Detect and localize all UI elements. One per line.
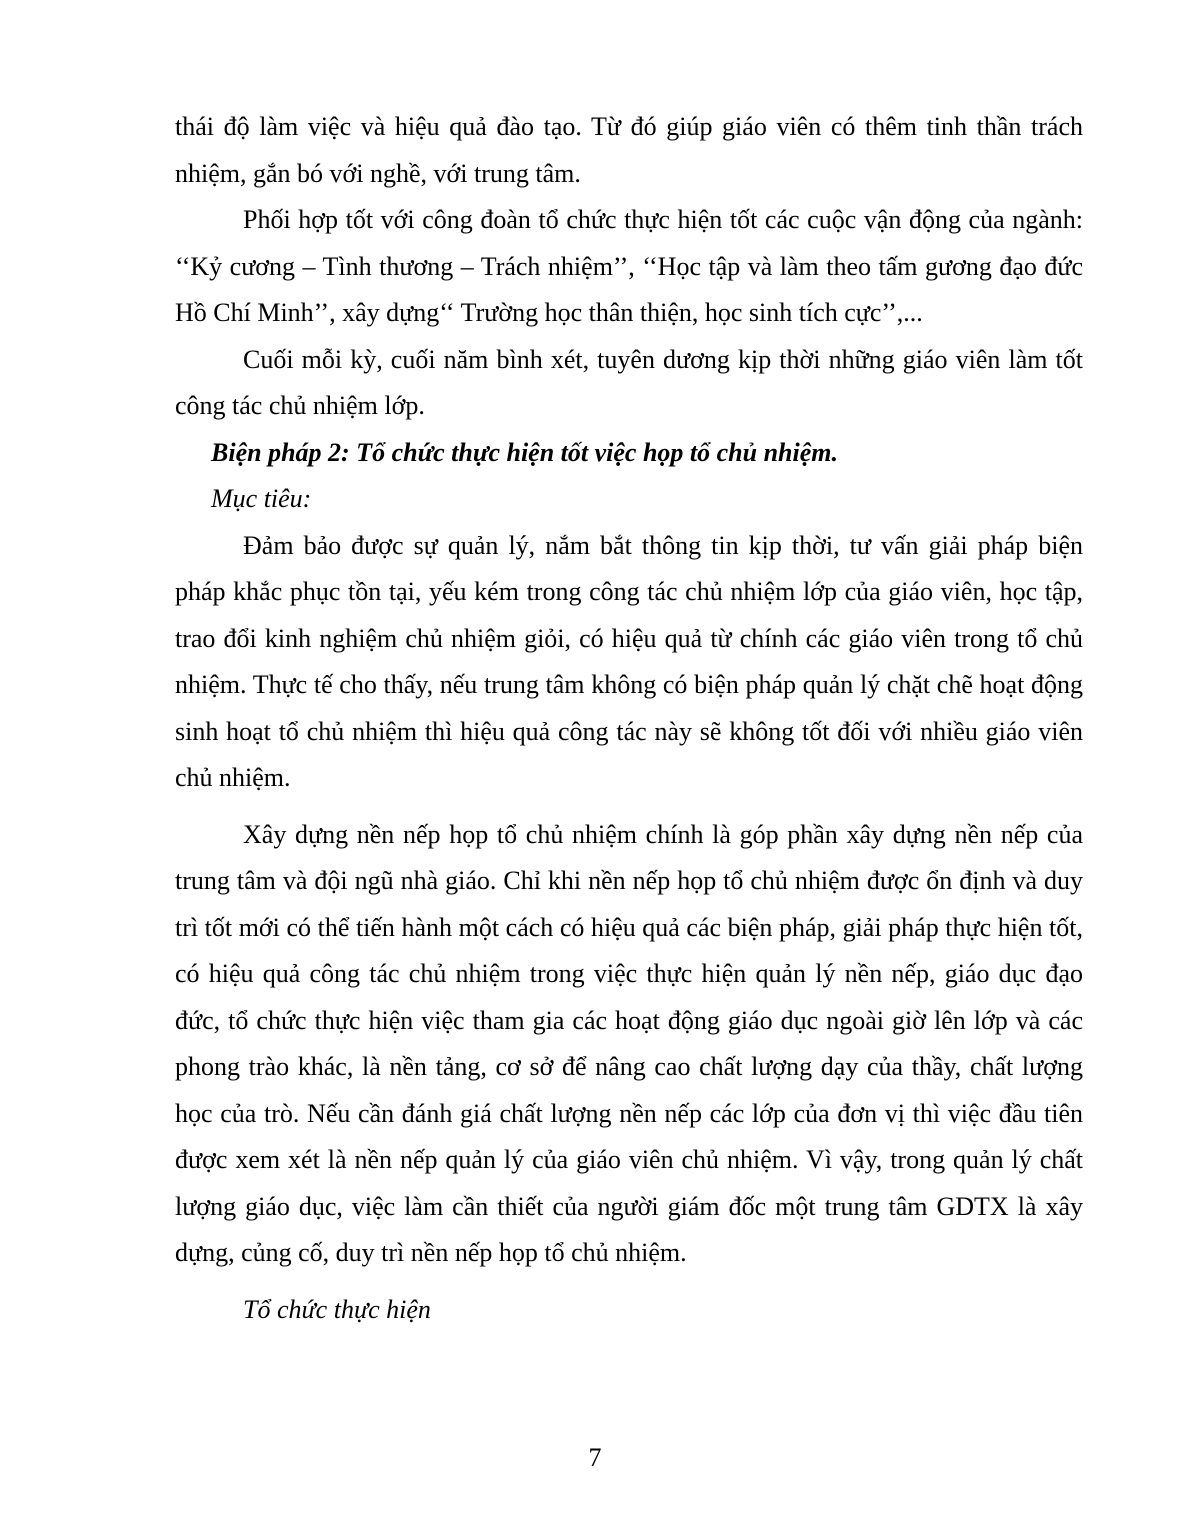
- paragraph-continuation: thái độ làm việc và hiệu quả đào tạo. Từ đó giúp giáo viên có thêm tinh thần trách nhiệm, gắn bó với nghề, với trung tâm.: [175, 112, 1083, 188]
- paragraph-campaigns: Phối hợp tốt với công đoàn tổ chức thực hiện tốt các cuộc vận động của ngành: ‘‘Kỷ cương – Tình thương – Trách nhiệm’’, ‘‘Học tập và làm theo tấm gương đạo đức Hồ Chí Minh’’, xây dựng‘‘ Trường học thân thiện, học sinh tích cực’’,...: [175, 205, 1083, 327]
- implementation-subheading: Tổ chức thực hiện: [243, 1294, 431, 1324]
- paragraph-discipline: Xây dựng nền nếp họp tổ chủ nhiệm chính là góp phần xây dựng nền nếp của trung tâm và đội ngũ nhà giáo. Chỉ khi nền nếp họp tổ chủ nhiệm được ổn định và duy trì tốt mới có thể tiến hành một cách có hiệu quả các biện pháp, giải pháp thực hiện tốt, có hiệu quả công tác chủ nhiệm trong việc thực hiện quản lý nền nếp, giáo dục đạo đức, tổ chức thực hiện việc tham gia các hoạt động giáo dục ngoài giờ lên lớp và các phong trào khác, là nền tảng, cơ sở để nâng cao chất lượng dạy của thầy, chất lượng học của trò. Nếu cần đánh giá chất lượng nền nếp các lớp của đơn vị thì việc đầu tiên được xem xét là nền nếp quản lý của giáo viên chủ nhiệm. Vì vậy, trong quản lý chất lượng giáo dục, việc làm cần thiết của người giám đốc một trung tâm GDTX là xây dựng, củng cố, duy trì nền nếp họp tổ chủ nhiệm.: [175, 819, 1083, 1267]
- paragraph-commendation: Cuối mỗi kỳ, cuối năm bình xét, tuyên dương kịp thời những giáo viên làm tốt công tác chủ nhiệm lớp.: [175, 344, 1083, 420]
- objective-subheading: Mục tiêu:: [211, 484, 312, 513]
- section-heading: Biện pháp 2: Tổ chức thực hiện tốt việc họp tổ chủ nhiệm.: [211, 437, 839, 467]
- document-body: [175, 104, 1083, 1333]
- paragraph-objective: Đảm bảo được sự quản lý, nắm bắt thông tin kịp thời, tư vấn giải pháp biện pháp khắc phục tồn tại, yếu kém trong công tác chủ nhiệm lớp của giáo viên, học tập, trao đổi kinh nghiệm chủ nhiệm giỏi, có hiệu quả từ chính các giáo viên trong tổ chủ nhiệm. Thực tế cho thấy, nếu trung tâm không có biện pháp quản lý chặt chẽ hoạt động sinh hoạt tổ chủ nhiệm thì hiệu quả công tác này sẽ không tốt đối với nhiều giáo viên chủ nhiệm.: [175, 530, 1083, 792]
- page-number: 7: [588, 1443, 602, 1472]
